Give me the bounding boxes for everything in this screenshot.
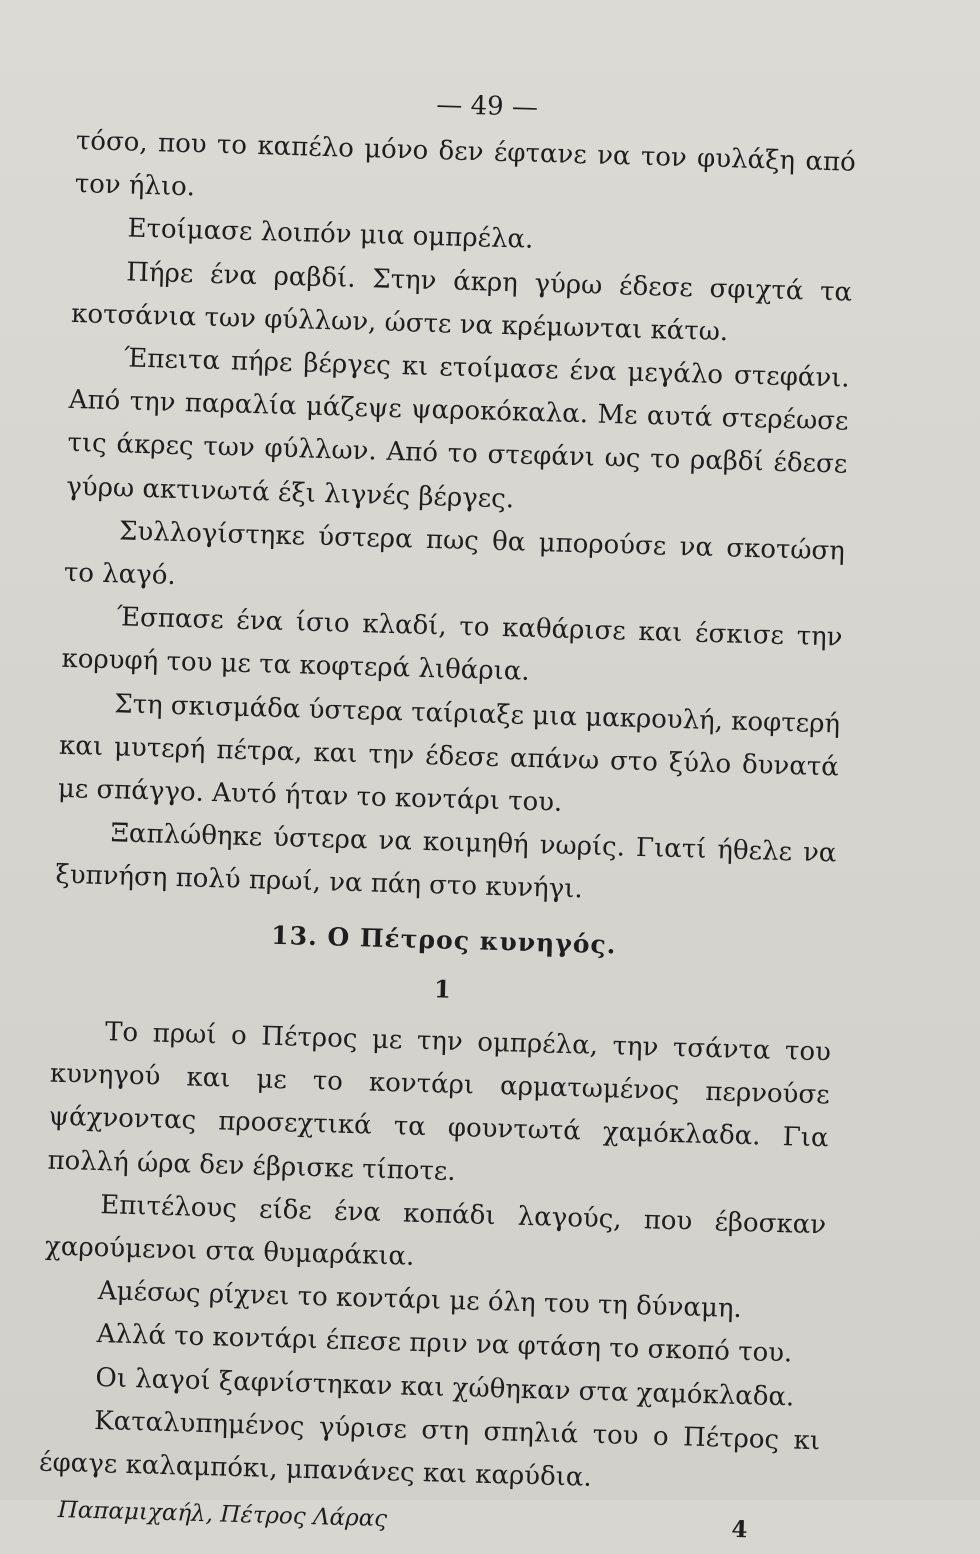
paragraph: Επιτέλους είδε ένα κοπάδι λαγούς, που έβοσκαν χαρούμενοι στα θυμαράκια. — [44, 1189, 827, 1272]
paragraph: Οι λαγοί ξαφνίστηκαν και χώθηκαν στα χαμόκλαδα. — [95, 1362, 795, 1413]
author-credit: Παπαμιχαήλ, Πέτρος Λάρας — [57, 1497, 388, 1533]
signature-mark: 4 — [731, 1516, 748, 1544]
paragraph: Έπειτα πήρε βέργες κι ετοίμασε ένα μεγάλο στεφάνι. Από την παραλία μάζεψε ψαροκόκαλα. Με αυτά στερέωσε τις άκρες των φύλλων. Από το στεφάνι ως το ραβδί έδεσε γύρω ακτινωτά έξι λιγνές βέργες. — [65, 343, 851, 514]
paragraph: Το πρωί ο Πέτρος με την ομπρέλα, την τσάντα του κυνηγού και με το κοντάρι αρματωμένος περνούσε ψάχνοντας προσεχτικά τα φουντωτά χαμόκλαδα. Για πολλή ώρα δεν έβρισκε τίποτε. — [47, 1017, 832, 1187]
paragraph: Ετοίμασε λοιπόν μια ομπρέλα. — [127, 213, 534, 256]
paragraph: Έσπασε ένα ίσιο κλαδί, το καθάρισε και έσκισε την κορυφή του με τα κοφτερά λιθάρια. — [61, 602, 843, 688]
paragraph: Αλλά το κοντάρι έπεσε πριν να φτάση το σκοπό του. — [96, 1319, 793, 1369]
paragraph: τόσο, που το καπέλο μόνο δεν έφτανε να τον φυλάξη από τον ήλιο. — [74, 125, 857, 203]
paragraph: Καταλυπημένος γύρισε στη σπηλιά του ο Πέτρος κι έφαγε καλαμπόκι, μπανάνες και καρύδια. — [38, 1405, 821, 1493]
section-title: 13. Ο Πέτρος κυνηγός. — [270, 920, 617, 960]
paragraph: Αμέσως ρίχνει το κοντάρι με όλη του τη δύναμη. — [97, 1276, 743, 1325]
subsection-number: 1 — [433, 974, 452, 1004]
page-content — [37, 70, 858, 1554]
page-number: — 49 — — [435, 90, 539, 123]
paragraph: Συλλογίστηκε ύστερα πως θα μπορούσε να σκοτώση το λαγό. — [63, 516, 846, 591]
paragraph: Πήρε ένα ραβδί. Στην άκρη γύρω έδεσε σφιχτά τα κοτσάνια των φύλλων, ώστε να κρέμωνται κάτω. — [70, 257, 853, 348]
paragraph: Ξαπλώθηκε ύστερα να κοιμηθή νωρίς. Γιατί ήθελε να ξυπνήση πολύ πρωί, να πάη στο κυνήγι. — [55, 818, 837, 905]
paragraph: Στη σκισμάδα ύστερα ταίριαξε μια μακρουλή, κοφτερή και μυτερή πέτρα, και την έδεσε απάνω στο ξύλο δυνατά με σπάγγο. Αυτό ήταν το κοντάρι του. — [57, 688, 841, 818]
